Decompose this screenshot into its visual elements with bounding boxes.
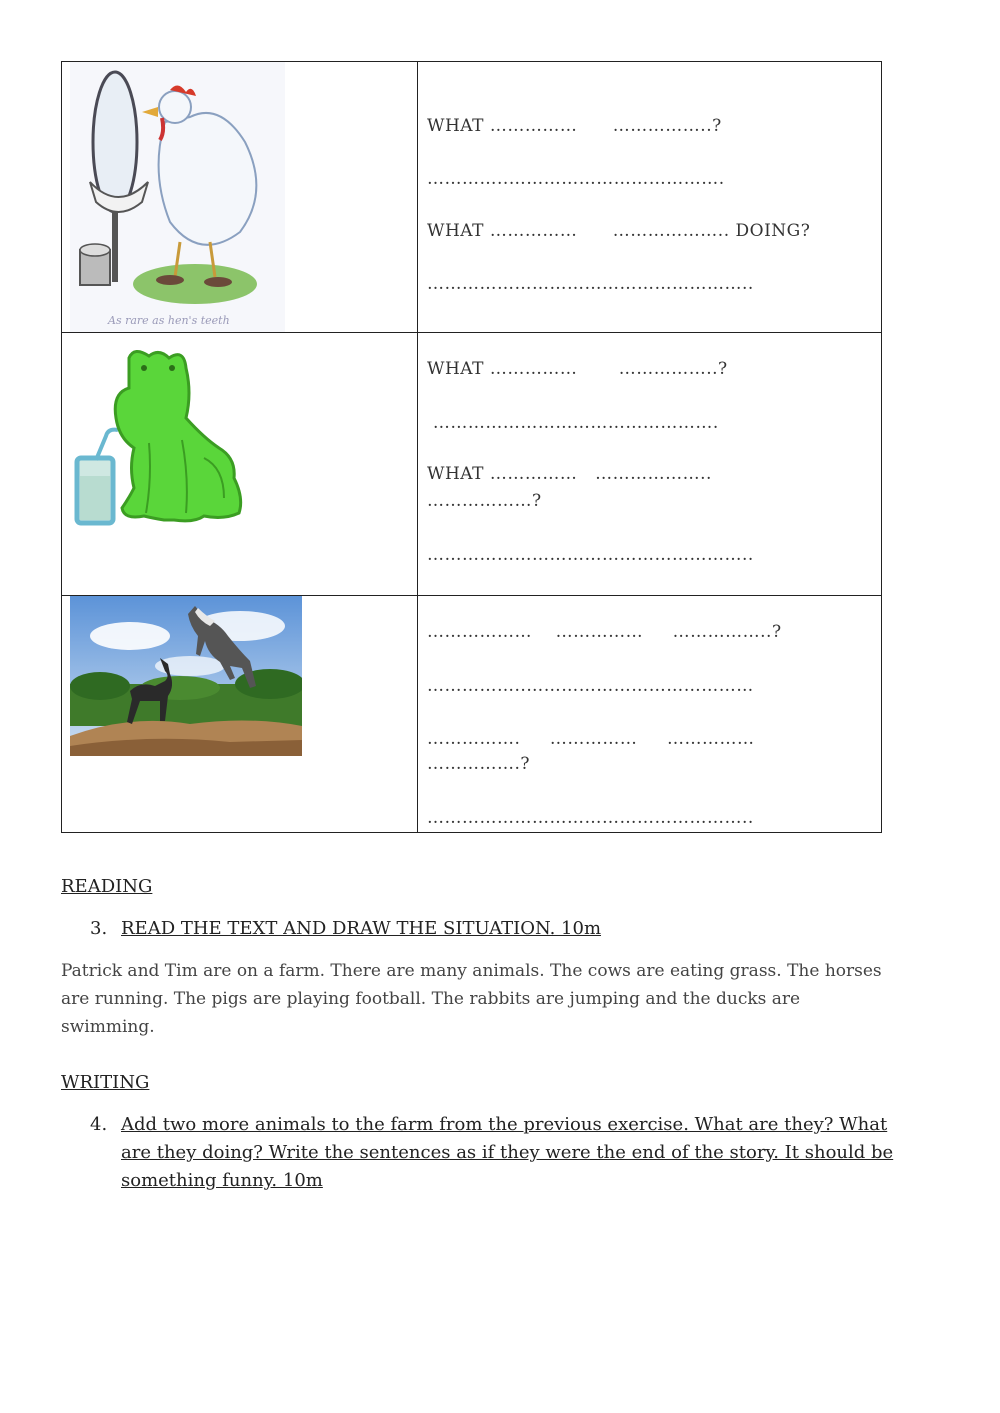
answer-line: ……………. …………… …………… <box>427 729 755 749</box>
answer-cell-1[interactable] <box>418 62 882 333</box>
reading-task <box>90 915 920 943</box>
frog-image-cell <box>62 333 418 596</box>
answer-cell-3[interactable] <box>418 596 882 833</box>
hen-in-mirror-image <box>70 62 285 332</box>
answer-line: WHAT …………… ……………..? <box>427 116 722 136</box>
answer-cell-2[interactable] <box>418 333 882 596</box>
answer-line: WHAT …………… ……………….. DOING? <box>427 221 811 241</box>
answer-line: …………..………………………………. <box>427 169 725 189</box>
reading-task-number: 3. <box>90 918 108 939</box>
answer-line: ……………………………………………….. <box>427 808 754 828</box>
answer-line: ………………? <box>427 491 542 511</box>
hen-image-caption: As rare as hen's teeth <box>108 314 230 327</box>
answer-line: ……………… …………… ……………..? <box>427 622 782 642</box>
answer-line: ……………………………………………….. <box>427 545 754 565</box>
answer-line: …………….? <box>427 754 531 774</box>
answer-line: ……………………………………………….. <box>427 274 754 294</box>
reading-heading: READING <box>61 876 153 897</box>
frog-drinking-image <box>74 348 274 538</box>
hen-image-cell <box>62 62 418 333</box>
exercise-table <box>61 61 882 833</box>
jumping-goats-photo <box>70 596 302 756</box>
writing-task-number: 4. <box>90 1114 108 1135</box>
answer-line: WHAT …………… ……………….. <box>427 464 712 484</box>
reading-story-text: Patrick and Tim are on a farm. There are many animals. The cows are eating grass. The horses are running. The pigs are playing football. The rabbits are jumping and the ducks are swimming. <box>61 961 882 1037</box>
answer-line: …………………………………………. <box>427 413 719 433</box>
writing-heading: WRITING <box>61 1072 150 1093</box>
answer-line: ……………..………………………………… <box>427 676 754 696</box>
writing-task-text: Add two more animals to the farm from the previous exercise. What are they? What are they doing? Write the sentences as if they were the end of the story. It should be something funny. 10m <box>121 1114 894 1191</box>
writing-task <box>90 1111 920 1195</box>
goats-image-cell <box>62 596 418 833</box>
reading-task-text: READ THE TEXT AND DRAW THE SITUATION. 10m <box>121 918 602 939</box>
answer-line: WHAT …………… ……………..? <box>427 359 728 379</box>
